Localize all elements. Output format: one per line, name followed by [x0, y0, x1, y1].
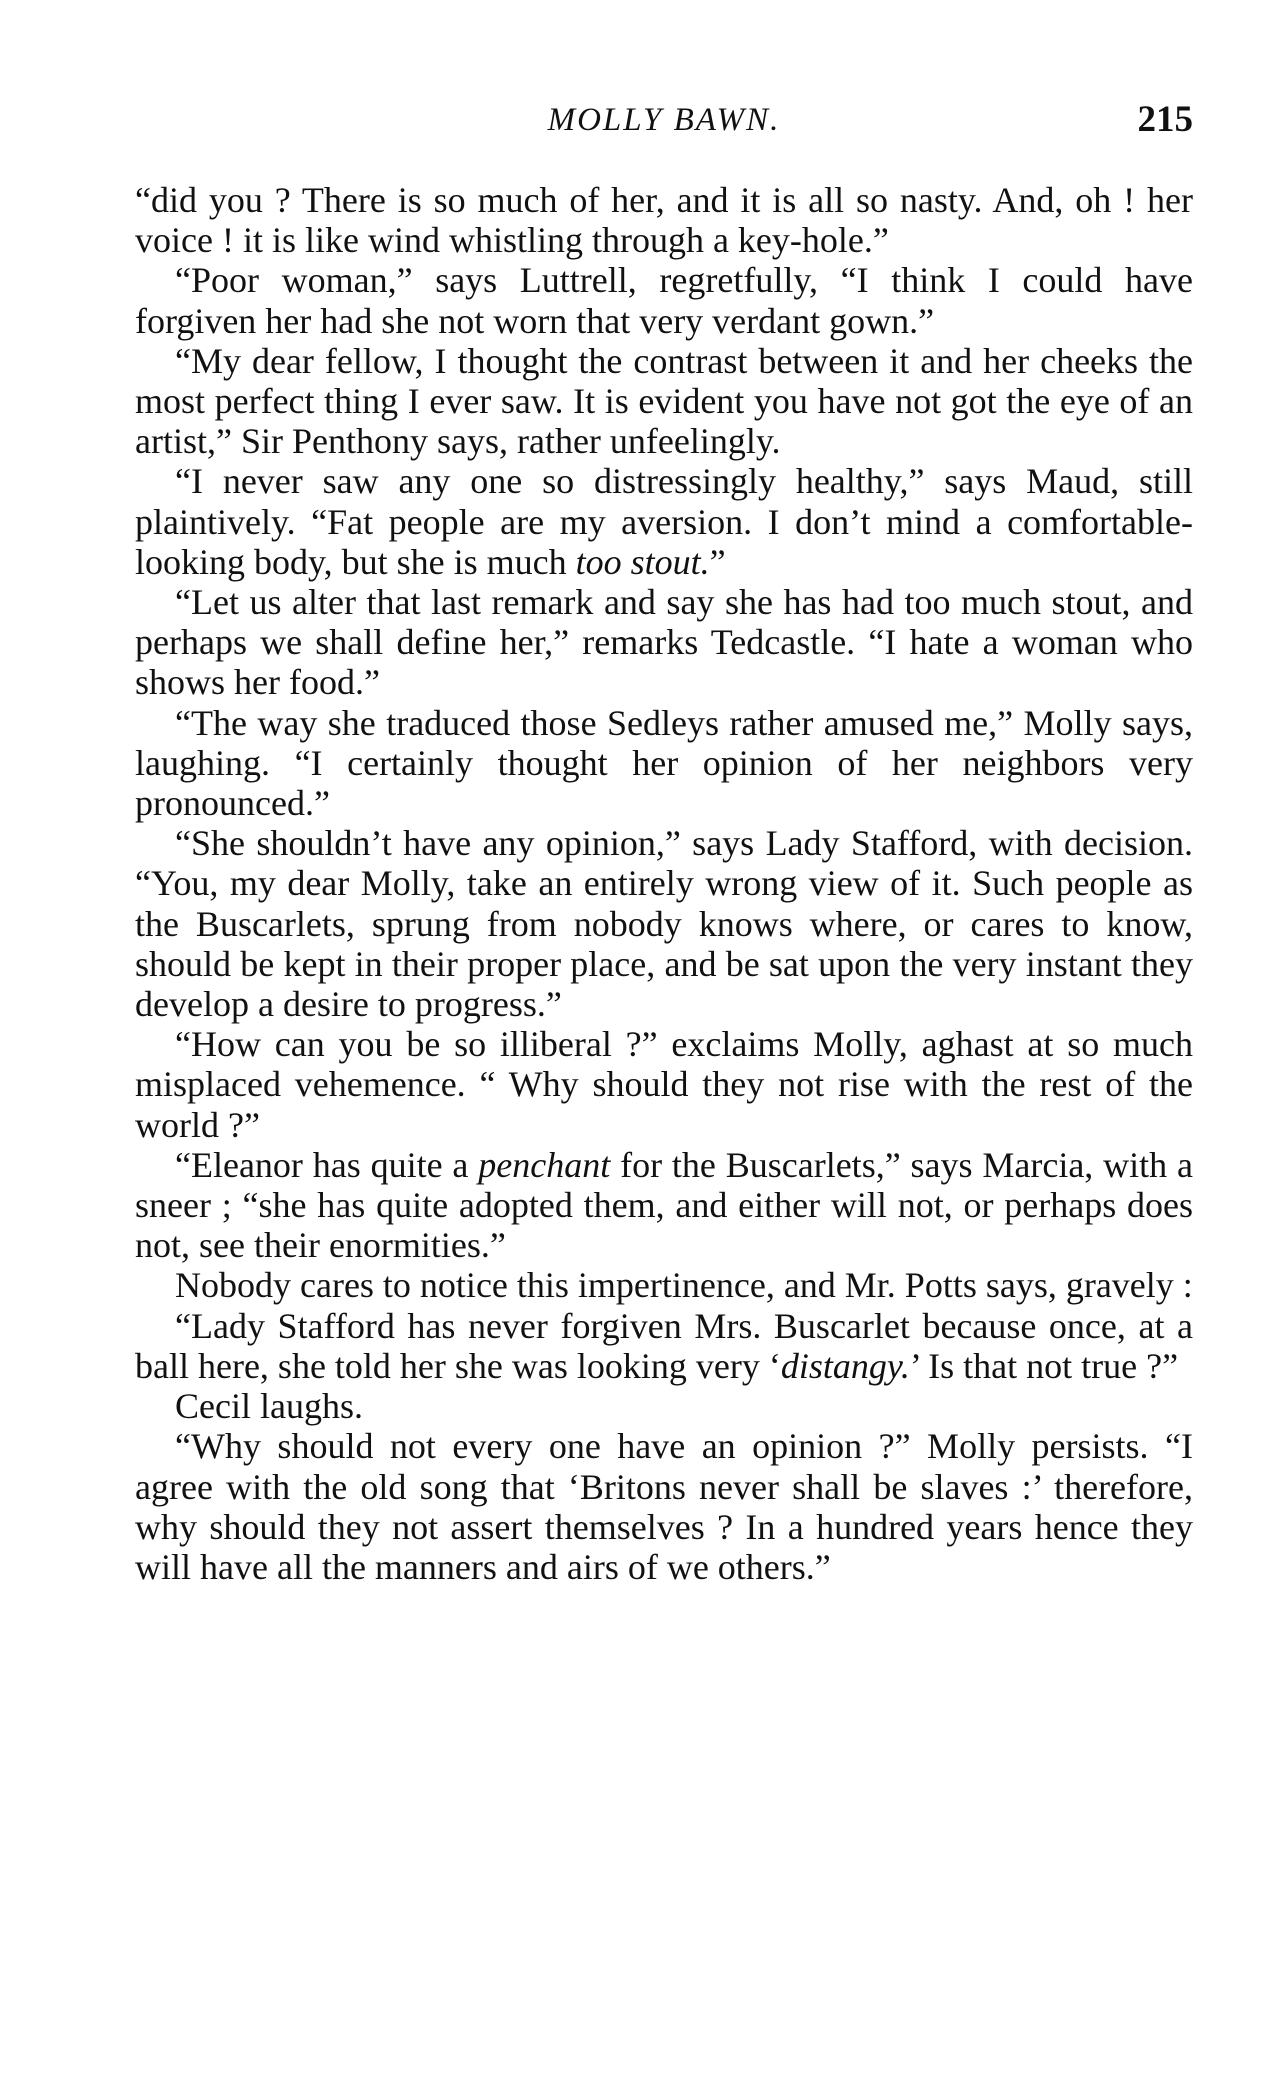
text-run: “I never saw any one so distressingly healthy,” says Maud, still plaintively. “Fat people are my aversion. I don’t mind a comfortable-looking body, but she is much [135, 461, 1193, 582]
paragraph [135, 1386, 1193, 1426]
page-number: 215 [1137, 99, 1193, 140]
text-run: ” [709, 541, 726, 582]
text-run: Cecil laughs. [175, 1386, 363, 1427]
paragraph [135, 180, 1193, 260]
paragraph [135, 823, 1193, 1024]
text-run: “Why should not every one have an opinion ?” Molly persists. “I agree with the old song that ‘Britons never shall be slaves :’ therefore, why should they not assert themselves ? In a hundred years hence they will have all the manners and airs of we others.” [135, 1426, 1193, 1587]
paragraph [135, 260, 1193, 340]
paragraph [135, 1306, 1193, 1386]
running-head [135, 96, 1193, 146]
text-run: “The way she traduced those Sedleys rather amused me,” Molly says, laughing. “I certainly thought her opinion of her neighbors very pronounced.” [135, 702, 1193, 824]
paragraph [135, 341, 1193, 462]
paragraph [135, 1145, 1193, 1266]
paragraph [135, 1265, 1193, 1305]
italic-text: distangy. [780, 1345, 910, 1386]
text-run: “Lady Stafford has never forgiven Mrs. Buscarlet because once, at a ball here, she told her she was looking very ‘ [135, 1305, 1193, 1386]
text-run: Nobody cares to notice this impertinence, and Mr. Potts says, gravely : [175, 1265, 1193, 1306]
text-run: “Let us alter that last remark and say she has had too much stout, and perhaps we shall define her,” remarks Tedcastle. “I hate a woman who shows her food.” [135, 582, 1193, 703]
text-run: “How can you be so illiberal ?” exclaims Molly, aghast at so much misplaced vehemence. “ Why should they not rise with the rest of the world ?” [135, 1024, 1193, 1145]
body-text [135, 180, 1193, 1587]
text-run: “did you ? There is so much of her, and it is all so nasty. And, oh ! her voice ! it is like wind whistling through a key-hole.” [135, 180, 1193, 261]
text-run: “My dear fellow, I thought the contrast between it and her cheeks the most perfect thing I ever saw. It is evident you have not got the eye of an artist,” Sir Penthony says, rather unfeelingly. [135, 340, 1193, 462]
text-run: “Eleanor has quite a [175, 1144, 479, 1185]
text-run: for the Buscarlets,” says Marcia, with a sneer ; “she has quite adopted them, and either will not, or perhaps does not, see their enormities.” [135, 1144, 1193, 1266]
running-title: MOLLY BAWN. [547, 102, 781, 138]
paragraph [135, 582, 1193, 703]
italic-text: too stout. [575, 541, 710, 582]
paragraph [135, 461, 1193, 582]
text-run: “Poor woman,” says Luttrell, regretfully, “I think I could have forgiven her had she not worn that very verdant gown.” [135, 260, 1193, 341]
paragraph [135, 703, 1193, 824]
text-run: “She shouldn’t have any opinion,” says Lady Stafford, with decision. “You, my dear Molly, take an entirely wrong view of it. Such people as the Buscarlets, sprung from nobody knows where, or cares to know, should be kept in their proper place, and be sat upon the very instant they develop a desire to progress.” [135, 823, 1193, 1025]
text-run: ’ Is that not true ?” [909, 1345, 1179, 1386]
paragraph [135, 1426, 1193, 1587]
italic-text: penchant [478, 1144, 611, 1185]
paragraph [135, 1024, 1193, 1145]
